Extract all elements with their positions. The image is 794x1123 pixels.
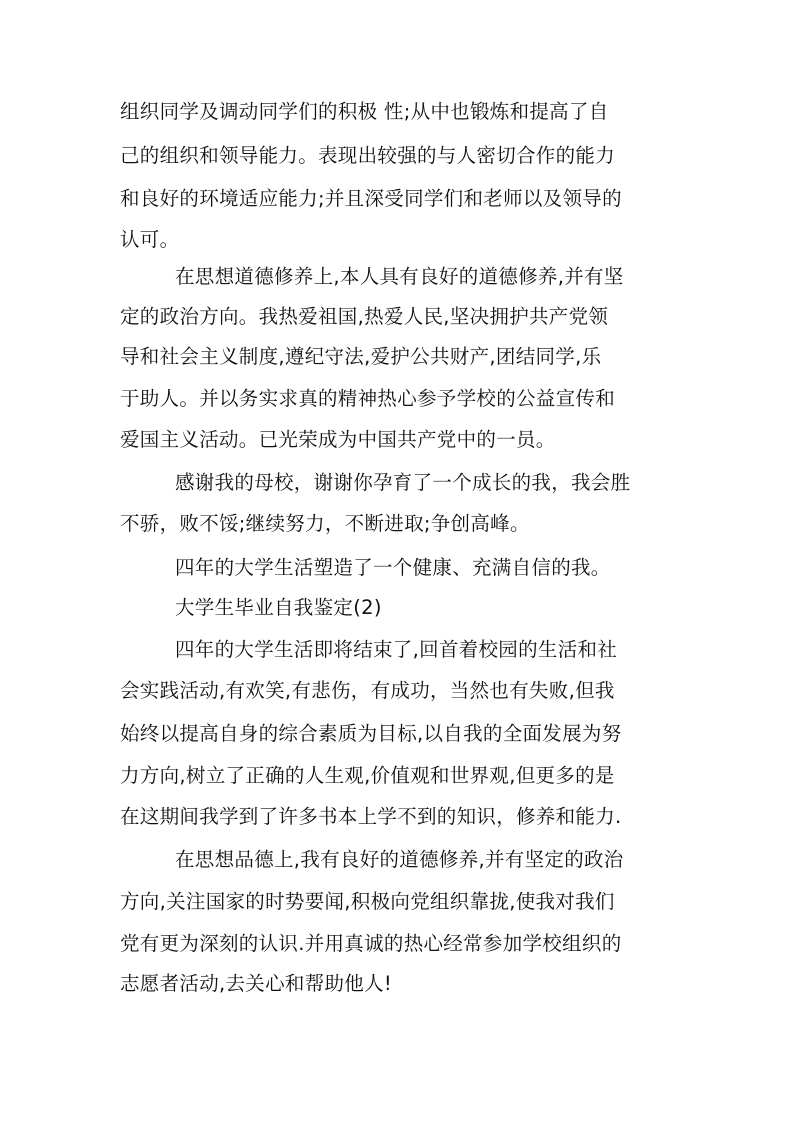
section-heading: 大学生毕业自我鉴定(2) <box>175 596 382 619</box>
text-line: 己的组织和领导能力。表现出较强的与人密切合作的能力 <box>120 144 616 167</box>
text-line: 方向,关注国家的时势要闻,积极向党组织靠拢,使我对我们 <box>120 890 615 913</box>
text-line: 四年的大学生活即将结束了,回首着校园的生活和社 <box>175 638 618 661</box>
text-line: 导和社会主义制度,遵纪守法,爱护公共财产,团结同学,乐 <box>120 345 602 368</box>
text-line: 四年的大学生活塑造了一个健康、充满自信的我。 <box>175 556 611 579</box>
text-line: 认可。 <box>120 228 180 251</box>
text-line: 爱国主义活动。已光荣成为中国共产党中的一员。 <box>120 428 556 451</box>
text-line: 在思想道德修养上,本人具有良好的道德修养,并有坚 <box>175 265 624 288</box>
text-line: 在这期间我学到了许多书本上学不到的知识，修养和能力. <box>120 805 622 828</box>
text-line: 党有更为深刻的认识.并用真诚的热心经常参加学校组织的 <box>120 932 622 955</box>
text-line: 不骄，败不馁;继续努力，不断进取;争创高峰。 <box>120 512 530 535</box>
text-line: 感谢我的母校，谢谢你孕育了一个成长的我，我会胜 <box>175 471 631 494</box>
text-line: 会实践活动,有欢笑,有悲伤，有成功，当然也有失败,但我 <box>120 679 615 702</box>
text-line: 在思想品德上,我有良好的道德修养,并有坚定的政治 <box>175 848 624 871</box>
text-line: 志愿者活动,去关心和帮助他人! <box>120 972 393 995</box>
text-line: 定的政治方向。我热爱祖国,热爱人民,坚决拥护共产党领 <box>120 305 609 328</box>
text-line: 组织同学及调动同学们的积极 性;从中也锻炼和提高了自 <box>120 100 609 123</box>
text-line: 力方向,树立了正确的人生观,价值观和世界观,但更多的是 <box>120 764 615 787</box>
text-line: 和良好的环境适应能力;并且深受同学们和老师以及领导的 <box>120 187 622 210</box>
text-line: 于助人。并以务实求真的精神热心参予学校的公益宣传和 <box>120 387 616 410</box>
text-line: 始终以提高自身的综合素质为目标,以自我的全面发展为努 <box>120 722 622 745</box>
